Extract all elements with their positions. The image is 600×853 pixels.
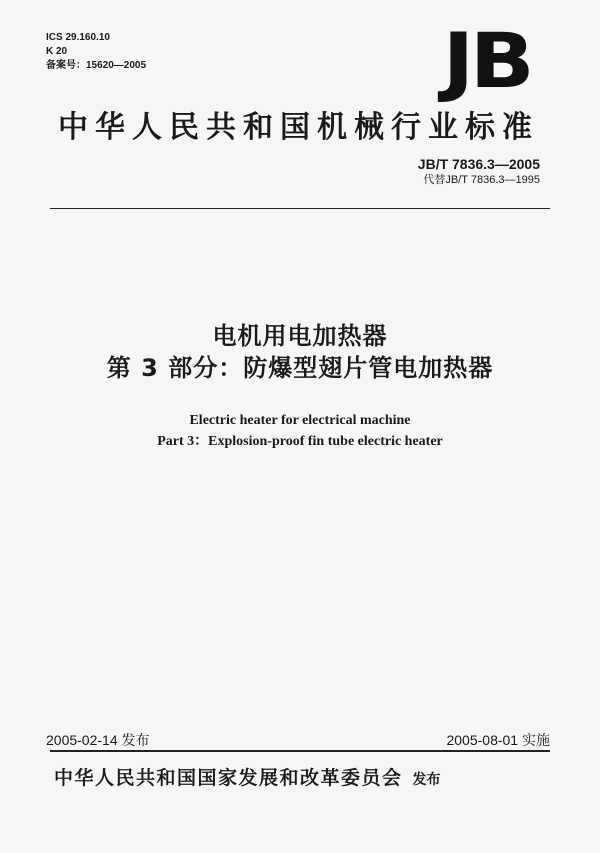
chinese-title xyxy=(0,320,600,384)
english-title xyxy=(0,410,600,452)
replaces-standard: 代替JB/T 7836.3—1995 xyxy=(423,174,540,186)
jb-logo: JB xyxy=(442,16,531,105)
issuer-name: 中华人民共和国国家发展和改革委员会 xyxy=(54,767,403,789)
implementation-date: 2005-08-01 实施 xyxy=(446,732,550,748)
header-divider xyxy=(50,208,550,209)
ics-code: ICS 29.160.10 xyxy=(46,32,110,43)
english-title-line-2: Part 3：Explosion-proof fin tube electric heater xyxy=(157,434,443,449)
issue-date: 2005-02-14 发布 xyxy=(46,732,150,748)
standard-number: JB/T 7836.3—2005 xyxy=(417,156,540,172)
record-number: 备案号：15620—2005 xyxy=(46,60,147,71)
issuing-authority xyxy=(54,763,554,790)
english-title-line-1: Electric heater for electrical machine xyxy=(189,413,411,428)
chinese-title-line-2: 第 3 部分：防爆型翅片管电加热器 xyxy=(106,354,494,382)
standard-number-block xyxy=(418,155,540,188)
issuer-action: 发布 xyxy=(412,772,441,788)
industry-standard-title: 中华人民共和国机械行业标准 xyxy=(58,110,539,145)
footer-divider xyxy=(50,750,550,752)
chinese-title-line-1: 电机用电加热器 xyxy=(212,322,388,350)
class-code: K 20 xyxy=(46,46,68,57)
classification-block xyxy=(46,31,146,73)
